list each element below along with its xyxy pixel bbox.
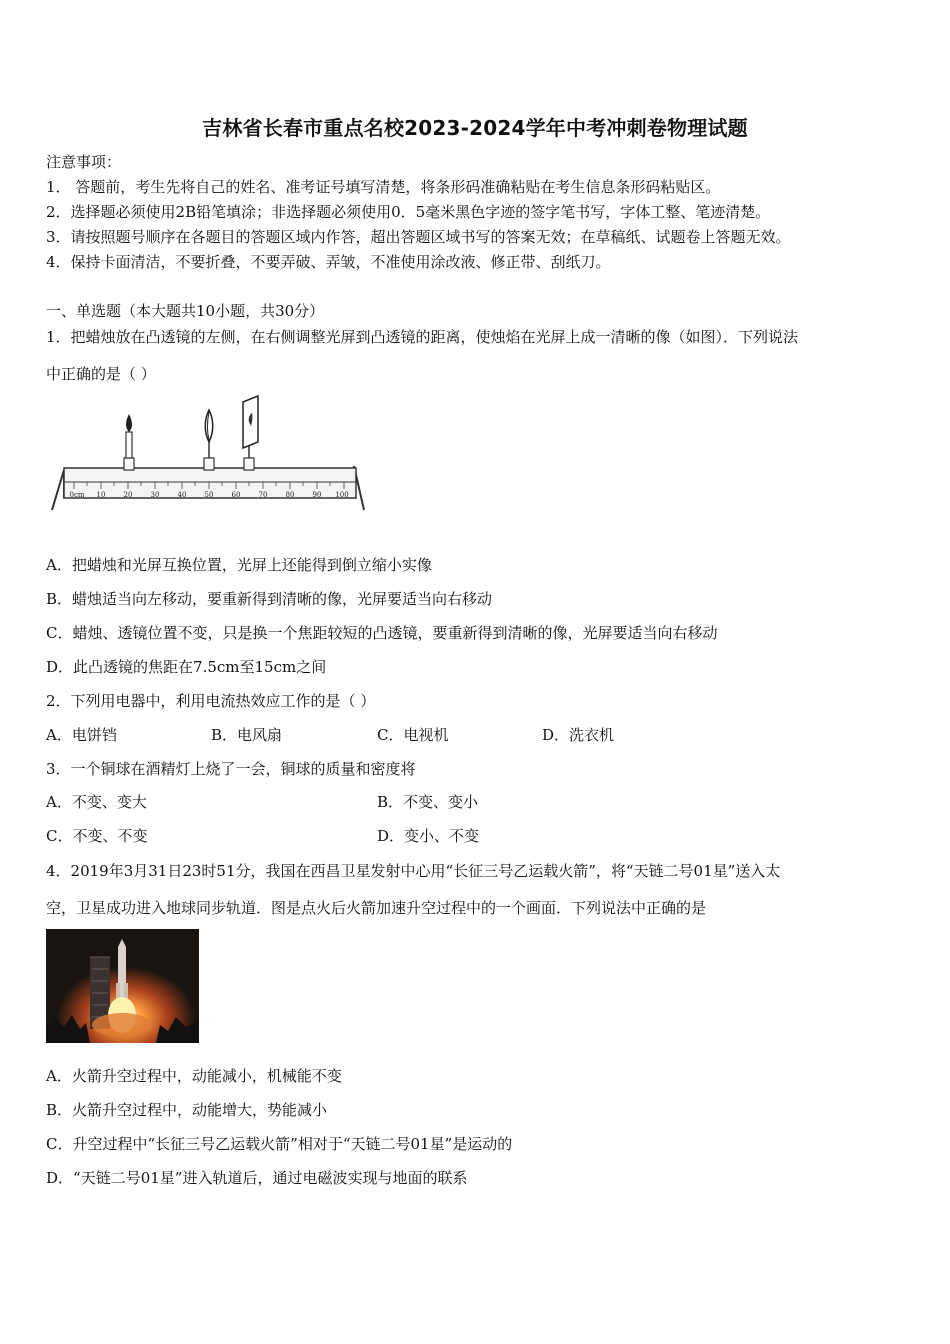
ruler-label-40: 40	[177, 491, 187, 499]
q4-option-b: B．火箭升空过程中，动能增大，势能减小	[46, 1101, 328, 1119]
section-heading: 一、单选题（本大题共10小题，共30分）	[46, 302, 325, 320]
ruler-label-30: 30	[150, 491, 160, 499]
q4-stem-line1: 4．2019年3月31日23时51分，我国在西昌卫星发射中心用“长征三号乙运载火箭”，将“天链二号01星”送入太	[46, 862, 781, 880]
rocket-launch-photo	[46, 929, 199, 1043]
q1-option-c: C．蜡烛、透镜位置不变，只是换一个焦距较短的凸透镜，要重新得到清晰的像，光屏要适当向右移动	[46, 624, 718, 642]
q1-stem-line1: 1．把蜡烛放在凸透镜的左侧，在右侧调整光屏到凸透镜的距离，使烛焰在光屏上成一清晰的像（如图）．下列说法	[46, 328, 799, 346]
notice-item-4: 4．保持卡面清洁，不要折叠，不要弄破、弄皱，不准使用涂改液、修正带、刮纸刀。	[46, 253, 611, 271]
notice-item-1: 1． 答题前，考生先将自己的姓名、准考证号填写清楚，将条形码准确粘贴在考生信息条形码粘贴区。	[46, 178, 721, 196]
q2-option-d: D．洗衣机	[542, 726, 615, 744]
ruler-label-50: 50	[204, 491, 214, 499]
q1-option-a: A．把蜡烛和光屏互换位置，光屏上还能得到倒立缩小实像	[46, 556, 432, 574]
notice-item-3: 3．请按照题号顺序在各题目的答题区域内作答，超出答题区域书写的答案无效；在草稿纸、试题卷上答题无效。	[46, 228, 791, 246]
ruler-label-0: 0cm	[69, 491, 85, 499]
q3-option-b: B．不变、变小	[377, 793, 479, 811]
ruler-label-80: 80	[285, 491, 295, 499]
notice-item-2: 2．选择题必须使用2B铅笔填涂；非选择题必须使用0．5毫米黑色字迹的签字笔书写，字体工整、笔迹清楚。	[46, 203, 771, 221]
ruler-label-10: 10	[96, 491, 106, 499]
q2-stem: 2．下列用电器中，利用电流热效应工作的是（ ）	[46, 692, 376, 710]
optical-bench-figure	[46, 392, 376, 516]
q4-option-a: A．火箭升空过程中，动能减小，机械能不变	[46, 1067, 342, 1085]
ruler-label-20: 20	[123, 491, 133, 499]
convex-lens-icon	[204, 410, 214, 470]
page-title: 吉林省长春市重点名校2023-2024学年中考冲刺卷物理试题	[202, 116, 748, 140]
ruler-label-70: 70	[258, 491, 268, 499]
q2-option-c: C．电视机	[377, 726, 449, 744]
q1-stem-line2: 中正确的是（ ）	[46, 365, 156, 383]
q3-option-d: D．变小、不变	[377, 827, 480, 845]
q3-option-c: C．不变、不变	[46, 827, 148, 845]
q3-option-a: A．不变、变大	[46, 793, 147, 811]
ruler-label-90: 90	[312, 491, 322, 499]
q4-option-d: D．“天链二号01星”进入轨道后，通过电磁波实现与地面的联系	[46, 1169, 468, 1187]
notice-heading: 注意事项：	[46, 153, 122, 171]
ruler-label-100: 100	[335, 491, 349, 499]
light-screen-icon	[243, 396, 258, 470]
q4-stem-line2: 空，卫星成功进入地球同步轨道．图是点火后火箭加速升空过程中的一个画面．下列说法中正确的是	[46, 899, 707, 917]
q4-option-c: C．升空过程中“长征三号乙运载火箭”相对于“天链二号01星”是运动的	[46, 1135, 513, 1153]
q3-stem: 3．一个铜球在酒精灯上烧了一会，铜球的质量和密度将	[46, 760, 416, 778]
candle-icon	[124, 414, 134, 470]
q1-option-b: B．蜡烛适当向左移动，要重新得到清晰的像，光屏要适当向右移动	[46, 590, 493, 608]
q2-option-b: B．电风扇	[211, 726, 283, 744]
ruler-label-60: 60	[231, 491, 241, 499]
q2-option-a: A．电饼铛	[46, 726, 117, 744]
q1-option-d: D．此凸透镜的焦距在7.5cm至15cm之间	[46, 658, 327, 676]
